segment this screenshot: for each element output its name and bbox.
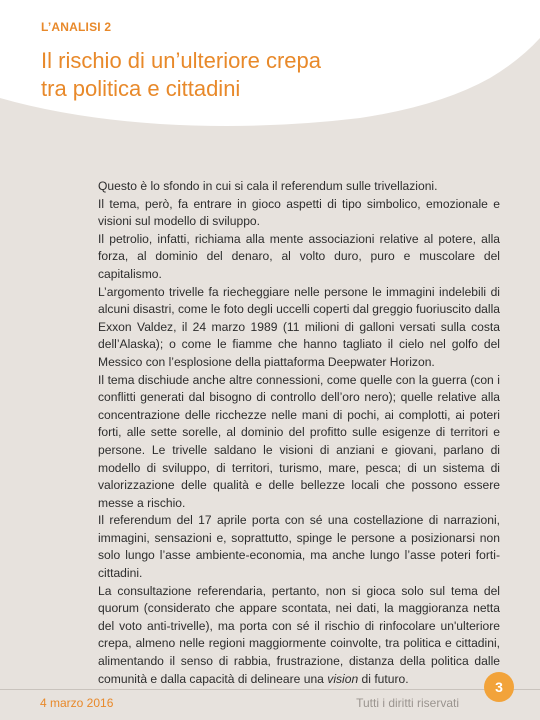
page-title-line-2: tra politica e cittadini (41, 76, 241, 101)
page-title-line-1: Il rischio di un’ulteriore crepa (41, 48, 322, 73)
footer-date: 4 marzo 2016 (40, 696, 114, 710)
paragraph-6: Il referendum del 17 aprile porta con sé una costellazione di narrazioni, immagini, sensazioni e, soprattutto, spinge le persone a posizionarsi non solo lungo l’asse ambiente-economia, ma anche lungo l’asse poteri forti-cittadini. (98, 513, 500, 581)
paragraph-7-italic-word: vision (327, 671, 359, 686)
paragraph-7 (98, 583, 500, 689)
paragraph-4: L’argomento trivelle fa riecheggiare nelle persone le immagini indelebili di alcuni disastri, come le foto degli uccelli coperti dal greggio fuoriuscito dalla Exxon Valdez, il 24 marzo 1989 (11 milioni di galloni versati sulla costa dell’Alaska); o come le fiamme che hanno tagliato il cielo nel golfo del Messico con l’esplosione della piattaforma Deepwater Horizon. (98, 284, 500, 369)
paragraph-2: Il tema, però, fa entrare in gioco aspetti di tipo simbolico, emozionale e visioni sul modello di sviluppo. (98, 196, 500, 229)
paragraph-7-end: di futuro. (358, 671, 409, 686)
paragraph-5: Il tema dischiude anche altre connessioni, come quelle con la guerra (con i conflitti generati dal bisogno di controllo dell’oro nero); quelle relative alla concentrazione delle ricchezze nelle mani di pochi, ai complotti, ai poteri forti, alle sette sorelle, al dominio del profitto sulle esigenze di territori e persone. Le trivelle saldano le visioni di anziani e giovani, parlano di modello di sviluppo, di territori, turismo, mare, pesca; di un sistema di valorizzazione delle qualità e delle bellezze locali che possono essere messe a rischio. (98, 372, 500, 510)
page-number-badge: 3 (484, 672, 514, 702)
paragraph-3: Il petrolio, infatti, richiama alla mente associazioni relative al potere, alla forza, al dominio del denaro, al volto duro, puro e muscolare del capitalismo. (98, 231, 500, 281)
paragraph-7-text: La consultazione referendaria, pertanto, non si gioca solo sul tema del quorum (considerato che appare scontata, nei dati, la maggioranza netta del voto anti-trivelle), ma porta con sé il rischio di rinfocolare un'ulteriore crepa, almeno nelle regioni maggiormente coinvolte, tra politica e cittadini, alimentando il senso di rabbia, frustrazione, distanza della politica dalle comunità e dalla capacità di delineare una (98, 583, 500, 686)
paragraph-1: Questo è lo sfondo in cui si cala il referendum sulle trivellazioni. (98, 179, 438, 193)
page-title (41, 47, 441, 103)
footer-divider (0, 689, 540, 690)
section-kicker: L’ANALISI 2 (41, 20, 112, 34)
footer-rights: Tutti i diritti riservati (356, 696, 459, 710)
article-body (98, 178, 500, 688)
